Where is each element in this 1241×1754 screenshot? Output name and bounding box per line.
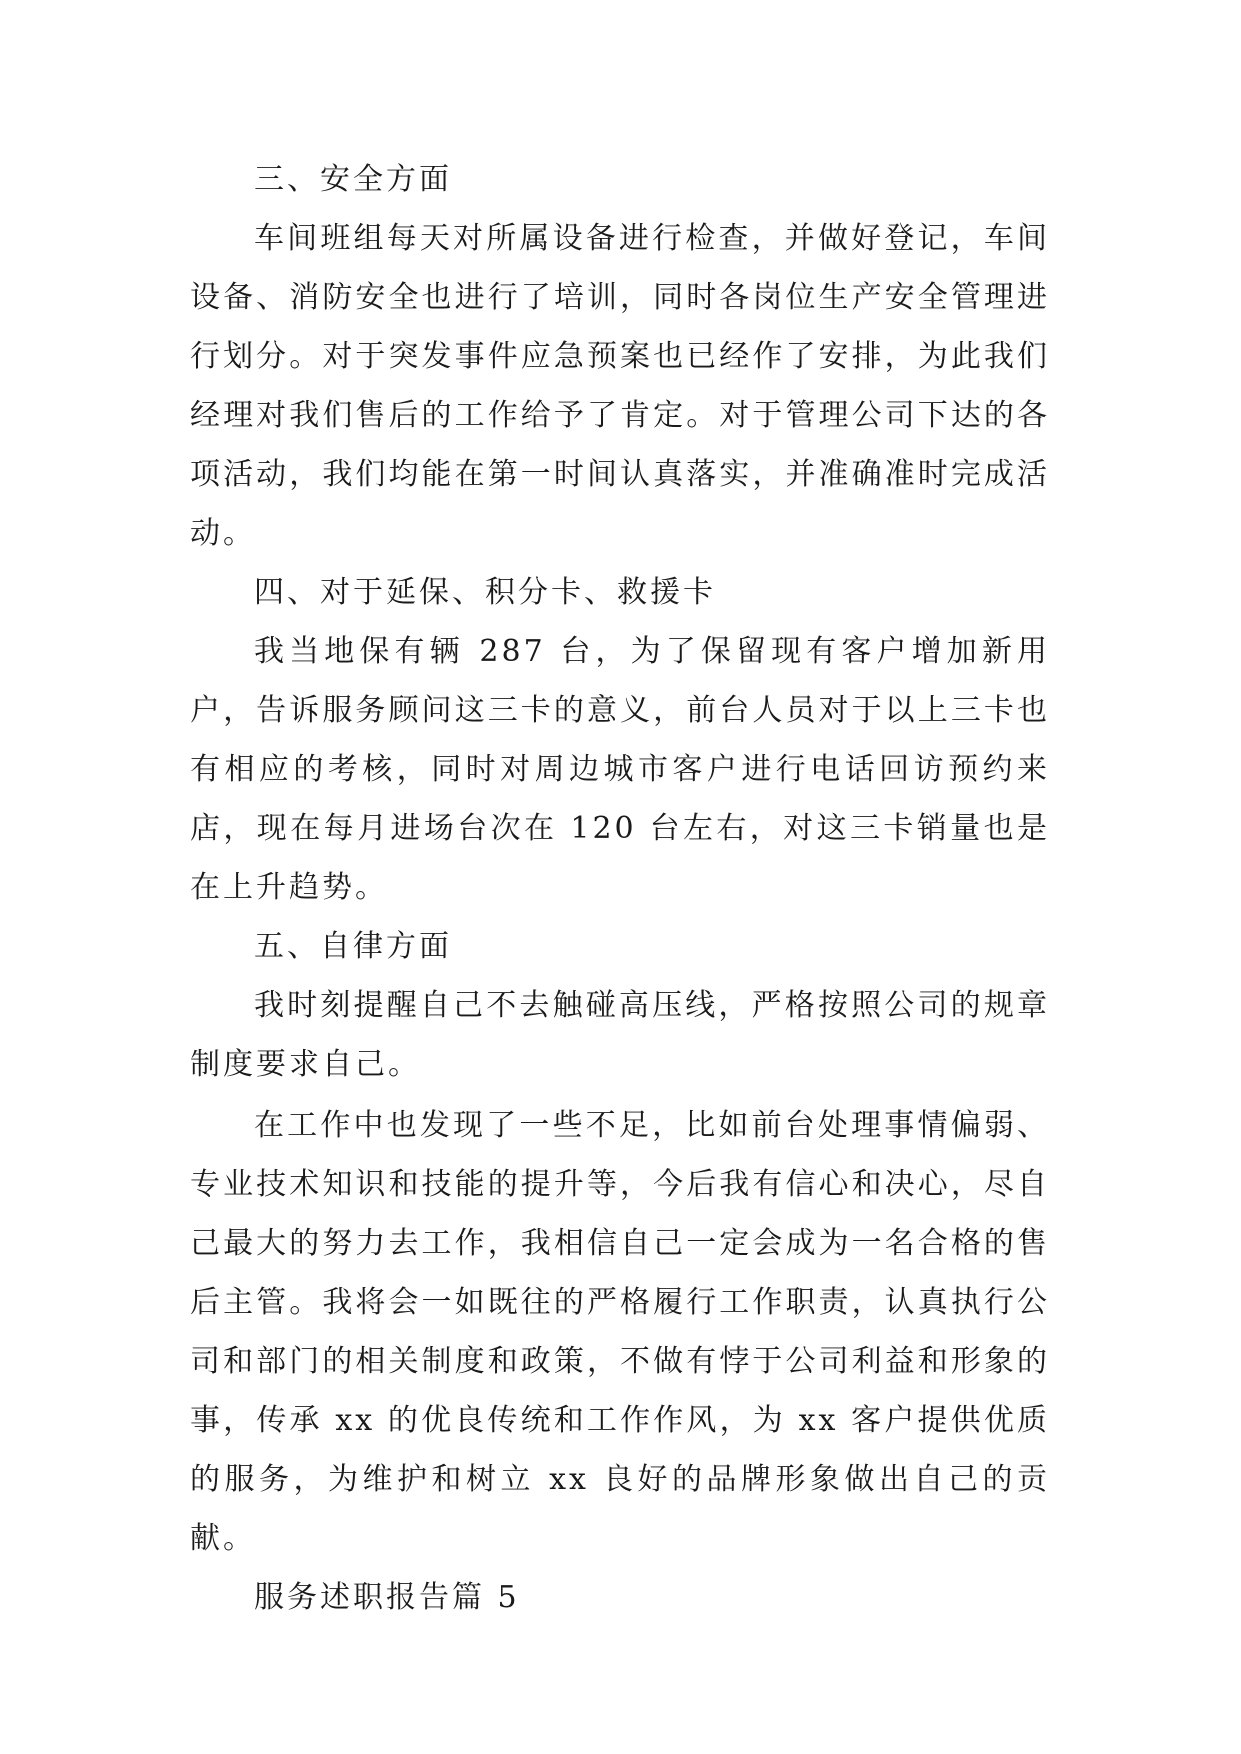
paragraph-shortcomings: 在工作中也发现了一些不足，比如前台处理事情偏弱、专业技术知识和技能的提升等，今后我有信心和决心，尽自己最大的努力去工作，我相信自己一定会成为一名合格的售后主管。我将会一如既往的严格履行工作职责，认真执行公司和部门的相关制度和政策，不做有悖于公司利益和形象的事，传承 xx 的优良传统和工作作风，为 xx 客户提供优质的服务，为维护和树立 xx 良好的品牌形象做出自己的贡献。 bbox=[190, 1108, 1050, 1556]
report-title-part-5: 服务述职报告篇 5 bbox=[254, 1580, 520, 1615]
paragraph-self-discipline: 我时刻提醒自己不去触碰高压线，严格按照公司的规章制度要求自己。 bbox=[190, 988, 1050, 1082]
section-heading-warranty-cards: 四、对于延保、积分卡、救援卡 bbox=[254, 575, 716, 610]
paragraph-safety: 车间班组每天对所属设备进行检查，并做好登记，车间设备、消防安全也进行了培训，同时各岗位生产安全管理进行划分。对于突发事件应急预案也已经作了安排，为此我们经理对我们售后的工作给予了肯定。对于管理公司下达的各项活动，我们均能在第一时间认真落实，并准确准时完成活动。 bbox=[190, 221, 1050, 551]
section-heading-safety: 三、安全方面 bbox=[254, 162, 452, 197]
document-page bbox=[190, 150, 1050, 1627]
paragraph-warranty-cards: 我当地保有辆 287 台，为了保留现有客户增加新用户，告诉服务顾问这三卡的意义，前台人员对于以上三卡也有相应的考核，同时对周边城市客户进行电话回访预约来店，现在每月进场台次在 120 台左右，对这三卡销量也是在上升趋势。 bbox=[190, 634, 1050, 905]
section-heading-self-discipline: 五、自律方面 bbox=[254, 929, 452, 964]
